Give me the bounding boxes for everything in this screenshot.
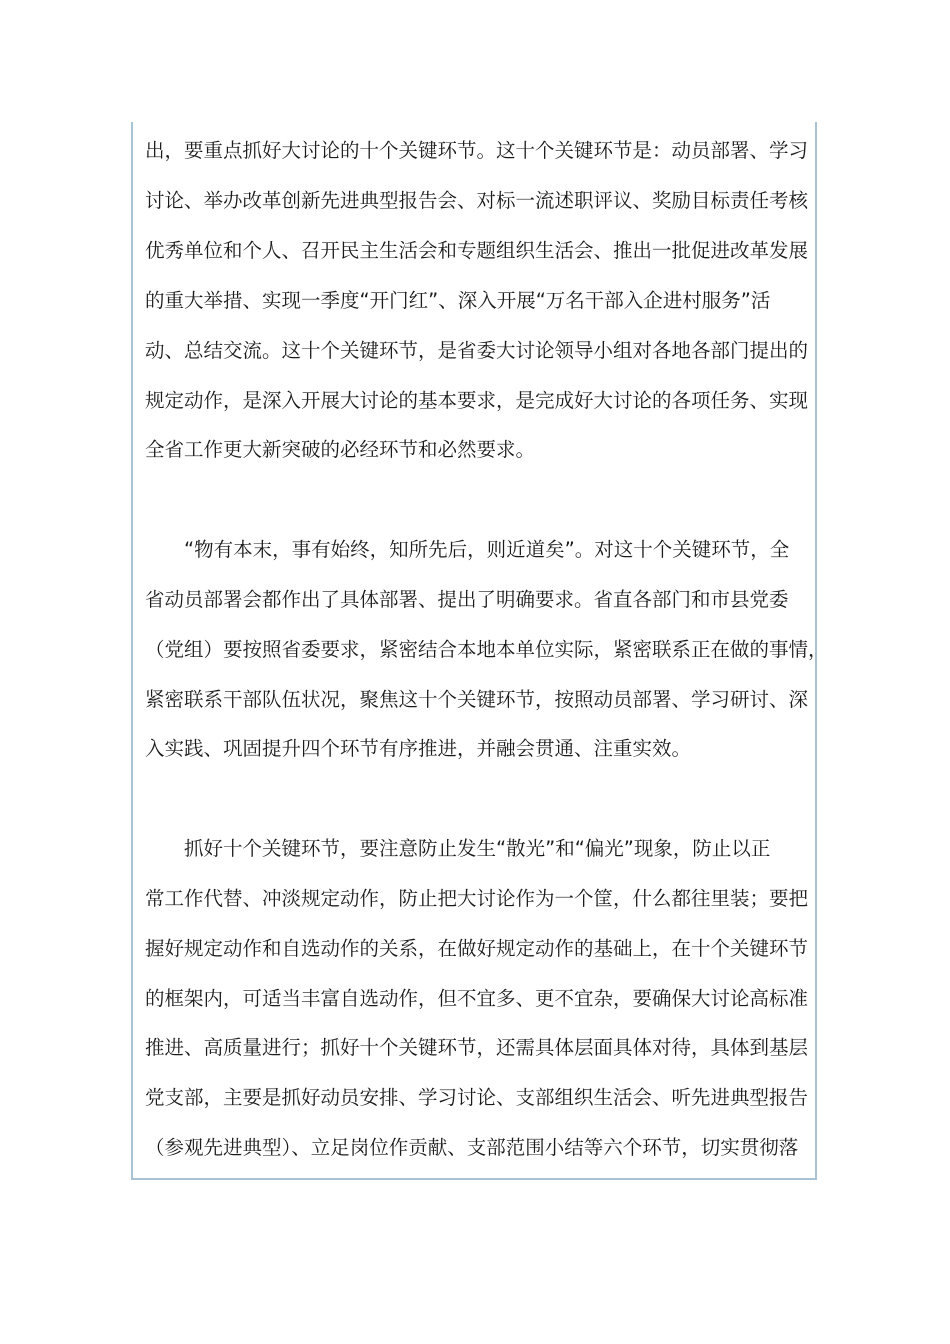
paragraph-1-line-4: 的重大举措、实现一季度“开门红”、深入开展“万名干部入企进村服务”活 (145, 289, 771, 312)
paragraph-2-line-1: “物有本末，事有始终，知所先后，则近道矣”。对这十个关键环节，全 (145, 538, 790, 561)
paragraph-1-line-3: 优秀单位和个人、召开民主生活会和专题组织生活会、推出一批促进改革发展 (145, 239, 809, 262)
paragraph-3-line-4: 的框架内，可适当丰富自选动作，但不宜多、更不宜杂，要确保大讨论高标准 (145, 987, 809, 1010)
paragraph-3-line-6: 党支部，主要是抓好动员安排、学习讨论、支部组织生活会、听先进典型报告 (145, 1086, 809, 1109)
paragraph-1-line-1: 出，要重点抓好大讨论的十个关键环节。这十个关键环节是：动员部署、学习 (145, 139, 809, 162)
paragraph-1-line-7: 全省工作更大新突破的必经环节和必然要求。 (145, 438, 536, 461)
paragraph-2-line-3: （党组）要按照省委要求，紧密结合本地本单位实际，紧密联系正在做的事情， (145, 638, 828, 661)
paragraph-2-line-5: 入实践、巩固提升四个环节有序推进，并融会贯通、注重实效。 (145, 737, 692, 760)
paragraph-2-line-4: 紧密联系干部队伍状况，聚焦这十个关键环节，按照动员部署、学习研讨、深 (145, 688, 809, 711)
paragraph-1-line-6: 规定动作，是深入开展大讨论的基本要求，是完成好大讨论的各项任务、实现 (145, 389, 809, 412)
paragraph-3-line-2: 常工作代替、冲淡规定动作，防止把大讨论作为一个筐，什么都往里装；要把 (145, 887, 809, 910)
paragraph-1-line-5: 动、总结交流。这十个关键环节，是省委大讨论领导小组对各地各部门提出的 (145, 339, 809, 362)
paragraph-3-line-5: 推进、高质量进行；抓好十个关键环节，还需具体层面具体对待，具体到基层 (145, 1036, 809, 1059)
paragraph-3-line-1: 抓好十个关键环节，要注意防止发生“散光”和“偏光”现象，防止以正 (145, 837, 771, 860)
paragraph-3-line-7: （参观先进典型）、立足岗位作贡献、支部范围小结等六个环节，切实贯彻落 (145, 1136, 799, 1159)
paragraph-3-line-3: 握好规定动作和自选动作的关系，在做好规定动作的基础上，在十个关键环节 (145, 937, 809, 960)
paragraph-2-line-2: 省动员部署会都作出了具体部署、提出了明确要求。省直各部门和市县党委 (145, 588, 789, 611)
paragraph-1-line-2: 讨论、举办改革创新先进典型报告会、对标一流述职评议、奖励目标责任考核 (145, 189, 809, 212)
